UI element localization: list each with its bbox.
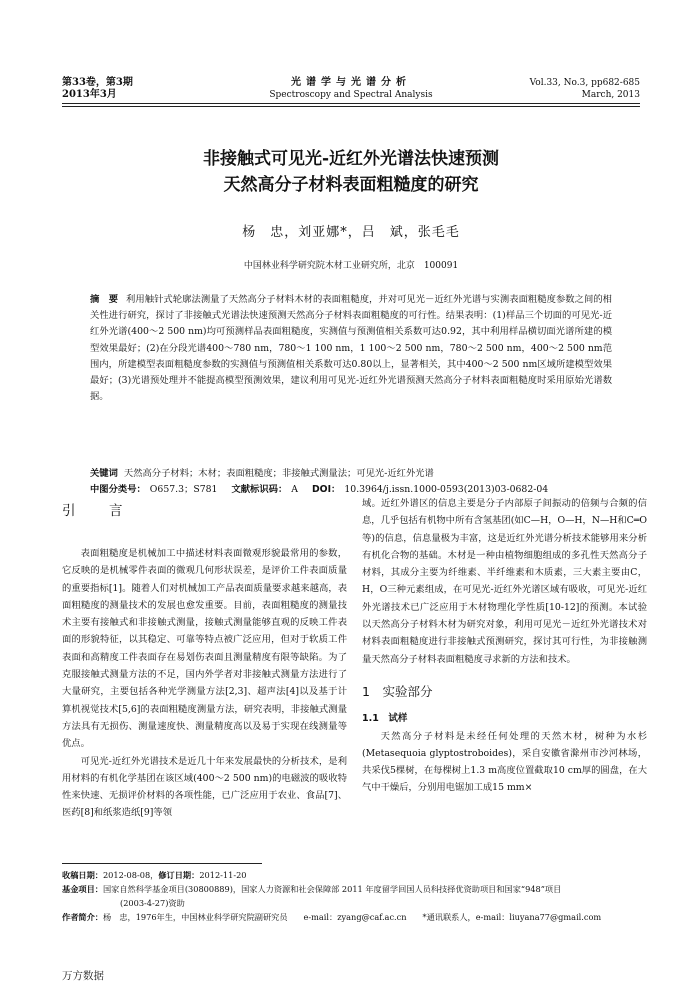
keywords-label: 关键词 [90,468,118,479]
fund-line-2: (2003-4-27)资助 [120,898,185,908]
clc-number: O657.3；S781 [149,484,218,495]
journal-name-en: Spectroscopy and Spectral Analysis [269,90,433,100]
right-column [362,495,647,797]
received-date: 2012-08-08， [102,870,159,880]
clc-label: 中图分类号： [90,484,146,495]
intro-paragraph-2: 可见光-近红外光谱技术是近几十年来发展最快的分析技术，是利用材料的有机化学基团在该区域(400～2 500 nm)的电磁波的吸收特性来快速、无损评价材料的各项性能，已广泛应用于农业、食品[7]、医药[8]和纸浆造纸[9]等领 [62,755,347,819]
author-bio-label: 作者简介： [62,912,103,922]
sample-paragraph: 天然高分子材料是未经任何处理的天然木材，树种为水杉(Metasequoia glyptostroboides)，采自安徽省滁州市沙河林场，共采伐5棵树，在每棵树上1.3 m高度位置截取10 cm厚的圆盘，在大气中干燥后，分别用电锯加工成15 mm× [362,730,647,794]
abstract-text: 利用触针式轮廓法测量了天然高分子材料木材的表面粗糙度，并对可见光－近红外光谱与实测表面粗糙度参数之间的相关性进行研究，探讨了非接触式光谱法快速预测天然高分子材料表面粗糙度的可行性。结果表明：(1)样品三个切面的可见光-近红外光谱(400～2 500 nm)均可预测样品表面粗糙度，实测值与预测值相关系数可达0.92，其中利用样品横切面光谱所建的模型效果最好；(2)在分段光谱400～780 nm，780～1 100 nm，1 100～2 500 nm，780～2 500 nm，400～2 500 nm范围内，所建模型表面粗糙度参数的实测值与预测值相关系数可达0.80以上，显著相关，其中400～2 500 nm区域所建模型效果最好；(3)光谱预处理并不能提高模型预测效果，建议利用可见光-近红外光谱预测天然高分子材料表面粗糙度时采用原始光谱数据。 [90,294,612,403]
header-rule [62,103,640,104]
author-email: e-mail：zyang@caf.ac.cn [303,912,407,922]
header-rule-thin [62,106,640,107]
revised-date: 2012-11-20 [199,870,247,880]
abstract-label: 摘 要 [90,294,119,305]
author-bio-line [62,910,640,924]
month-year: March, 2013 [581,90,640,100]
subsection-1-1-heading: 1.1 试样 [362,713,408,725]
author-list: 杨 忠，刘亚娜*，吕 斌，张毛毛 [242,225,460,240]
title-line-1: 非接触式可见光-近红外光谱法快速预测 [202,149,500,169]
affiliation: 中国林业科学研究院木材工业研究所，北京 100091 [243,261,459,271]
intro-paragraph-1: 表面粗糙度是机械加工中描述材料表面微观形貌最常用的参数，它反映的是机械零件表面的微观几何形状误差，是评价工件表面质量的重要指标[1]。随着人们对机械加工产品表面质量要求越来越高，表面粗糙度的测量技术的发展也愈发重要。目前，表面粗糙度的测量技术主要有接触式和非接触式测量，接触式测量能够直观的反映工件表面的形貌特征，以其稳定、可靠等特点被广泛应用，但对于软质工件表面和高精度工件表面存在易划伤表面且测量精度有限等缺陷。为了克服接触式测量方法的不足，国内外学者对非接触式测量方法进行了大量研究，主要包括各种光学测量方法[2,3]、超声法[4]以及基于计算机视觉技术[5,6]的表面粗糙度测量方法，研究表明，非接触式测量方法具有无损伤、测量速度快、测量精度高以及易于实现在线测量等优点。 [62,548,347,750]
received-label: 收稿日期： [62,870,103,880]
left-column [62,495,347,822]
paper-title [62,146,640,198]
intro-heading: 引 言 [62,503,133,519]
database-watermark: 万方数据 [62,970,104,982]
doc-code: A [291,484,298,495]
title-line-2: 天然高分子材料表面粗糙度的研究 [223,175,479,195]
revised-label: 修订日期： [158,870,200,880]
section-1-heading: 1 实验部分 [362,683,433,699]
doi-value: 10.3964/j.issn.1000-0593(2013)03-0682-04 [344,484,549,495]
fund-text: 国家自然科学基金项目(30800889)，国家人力资源和社会保障部 2011 年度留学回国人员科技择优资助项目和国家“948”项目 [102,884,562,894]
doi-label: DOI： [311,484,341,495]
footnote-rule [62,863,262,864]
vol-pages: Vol.33, No.3, pp682-685 [529,78,640,88]
intro-paragraph-3: 域。近红外谱区的信息主要是分子内部原子间振动的倍频与合频的信息，几乎包括有机物中所有含氢基团(如C—H，O—H，N—H和C═O等)的信息，信息量极为丰富，这是近红外光谱分析技术能够用来分析有机化合物的基础。木材是一种由植物细胞组成的多孔性天然高分子材料，其成分主要为纤维素、半纤维素和木质素，三大素主要由C，H，O三种元素组成，在可见光-近红外光谱区域有吸收，可见光-近红外光谱技术已广泛应用于木材物理化学性质[10-12]的预测。本试验以天然高分子材料木材为研究对象，利用可见光－近红外光谱技术对材料表面粗糙度进行非接触式预测研究，探讨其可行性，为非接触测量天然高分子材料表面粗糙度寻求新的方法和技术。 [362,498,647,665]
author-bio: 杨 忠，1976年生，中国林业科学研究院副研究员 [102,912,288,922]
citation-info [530,77,640,101]
fund-line [62,882,640,896]
issue-date: 2013年3月 [62,89,117,100]
corresponding-author: *通讯联系人，e-mail：liuyana77@gmail.com [422,912,602,922]
volume-issue: 第33卷，第3期 [62,77,133,88]
footnote [62,868,640,924]
keywords-text: 天然高分子材料；木材；表面粗糙度；非接触式测量法；可见光-近红外光谱 [123,468,434,479]
abstract [90,292,612,405]
doc-code-label: 文献标识码： [231,484,288,495]
fund-label: 基金项目： [62,884,103,894]
dates-line [62,868,640,882]
keywords [90,466,612,482]
journal-name-cn: 光谱学与光谱分析 [291,77,411,88]
